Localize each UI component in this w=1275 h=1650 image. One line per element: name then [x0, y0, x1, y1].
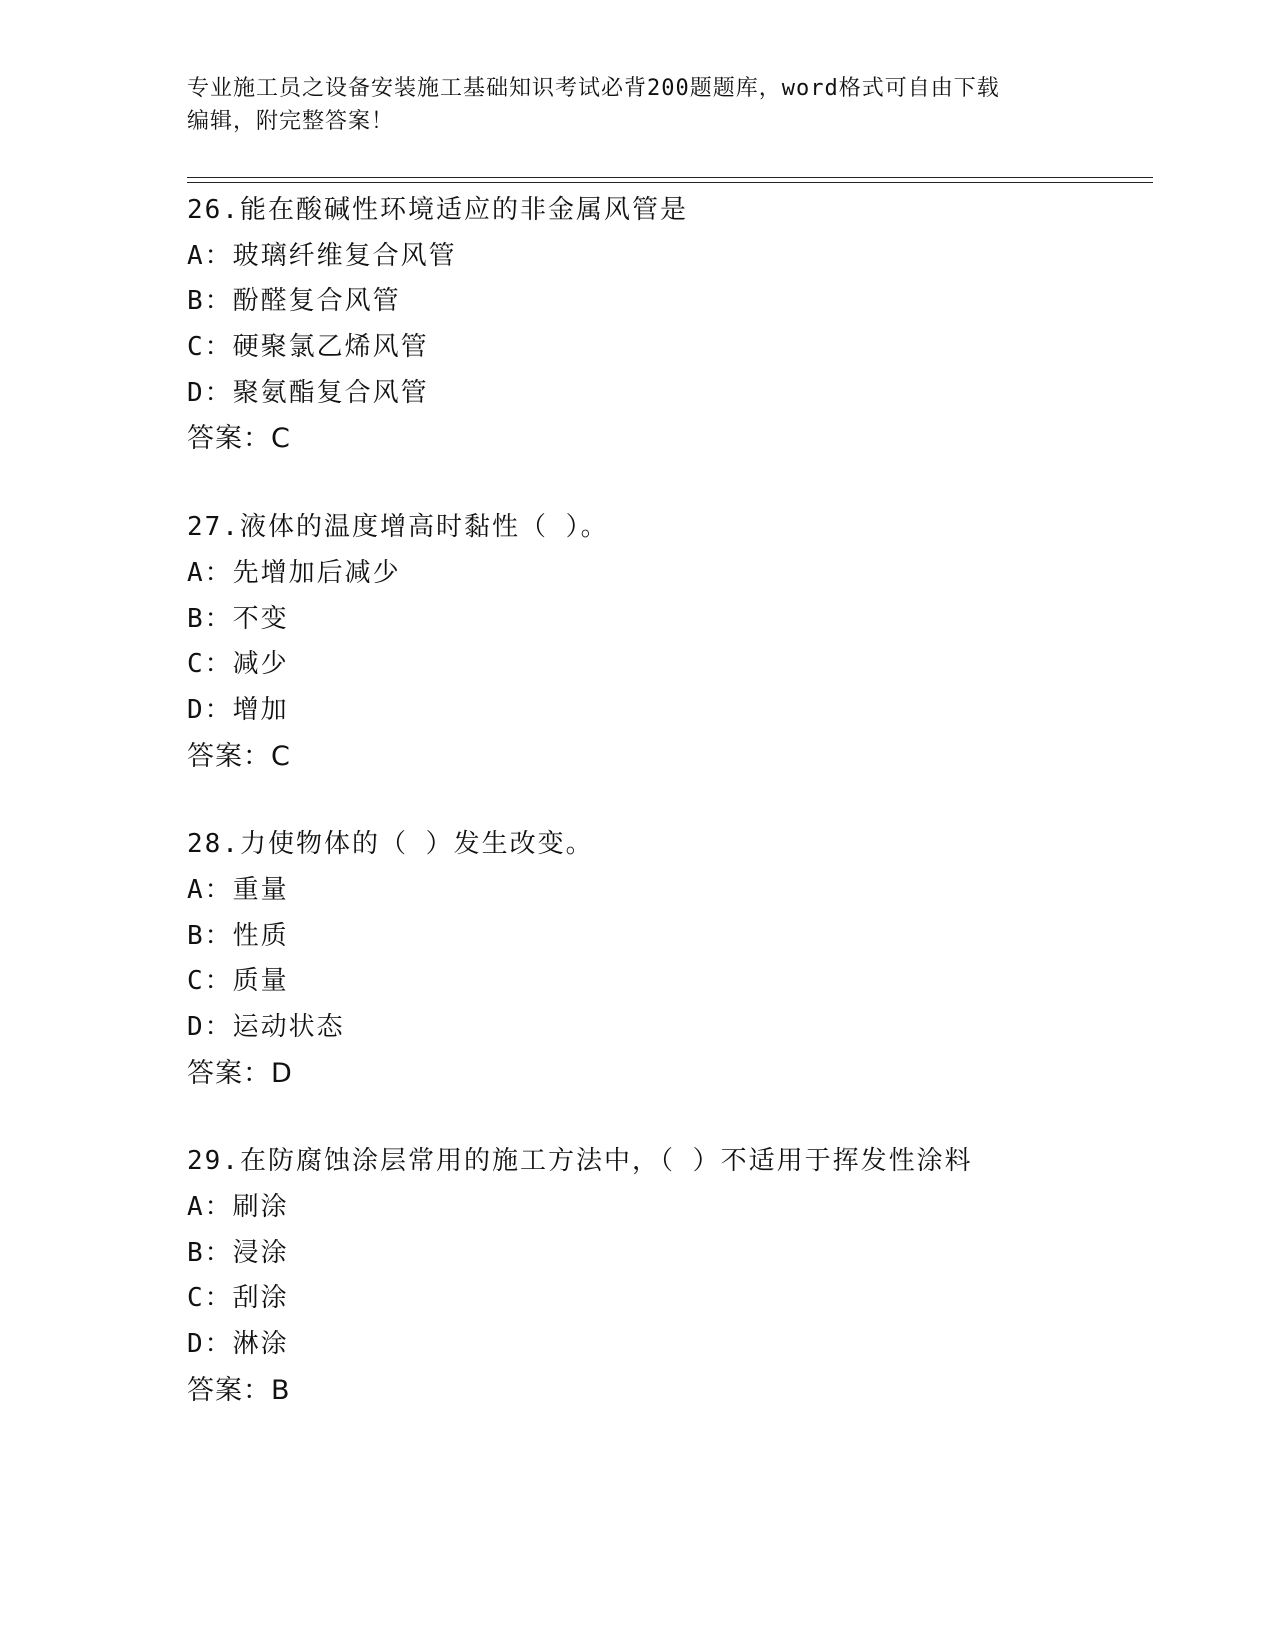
option-d: D：运动状态 [187, 1012, 345, 1042]
header-divider-top [187, 177, 1153, 178]
option-d: D：淋涂 [187, 1329, 289, 1360]
answer: 答案：C [187, 740, 291, 772]
option-b: B：酚醛复合风管 [187, 286, 401, 317]
header-title-line-1: 专业施工员之设备安装施工基础知识考试必背200题题库，word格式可自由下载 [187, 76, 1000, 101]
option-a: A：重量 [187, 874, 289, 905]
option-c: C：减少 [187, 649, 289, 680]
question-28 [187, 822, 1153, 1096]
answer: 答案：D [187, 1057, 293, 1089]
option-c: C：刮涂 [187, 1283, 289, 1314]
question-stem: 27.液体的温度增高时黏性（ ）。 [187, 512, 609, 543]
answer: 答案：B [187, 1374, 291, 1406]
option-b: B：性质 [187, 920, 289, 951]
option-c: C：质量 [187, 966, 289, 997]
question-list [187, 188, 1153, 1457]
header-divider-bottom [187, 182, 1153, 183]
question-26 [187, 188, 1153, 462]
option-a: A：先增加后减少 [187, 557, 401, 588]
option-a: A：玻璃纤维复合风管 [187, 240, 457, 271]
option-b: B：不变 [187, 603, 289, 634]
answer: 答案：C [187, 423, 291, 455]
question-stem: 28.力使物体的（ ）发生改变。 [187, 829, 594, 860]
question-29 [187, 1139, 1153, 1413]
option-c: C：硬聚氯乙烯风管 [187, 332, 429, 363]
question-stem: 26.能在酸碱性环境适应的非金属风管是 [187, 195, 688, 225]
question-27 [187, 505, 1153, 779]
header-title-line-2: 编辑，附完整答案！ [187, 109, 395, 134]
option-a: A：刷涂 [187, 1192, 289, 1223]
option-d: D：聚氨酯复合风管 [187, 377, 429, 408]
document-header [187, 72, 1067, 138]
option-d: D：增加 [187, 694, 289, 725]
question-stem: 29.在防腐蚀涂层常用的施工方法中，（ ）不适用于挥发性涂料 [187, 1146, 973, 1177]
option-b: B：浸涂 [187, 1237, 289, 1268]
